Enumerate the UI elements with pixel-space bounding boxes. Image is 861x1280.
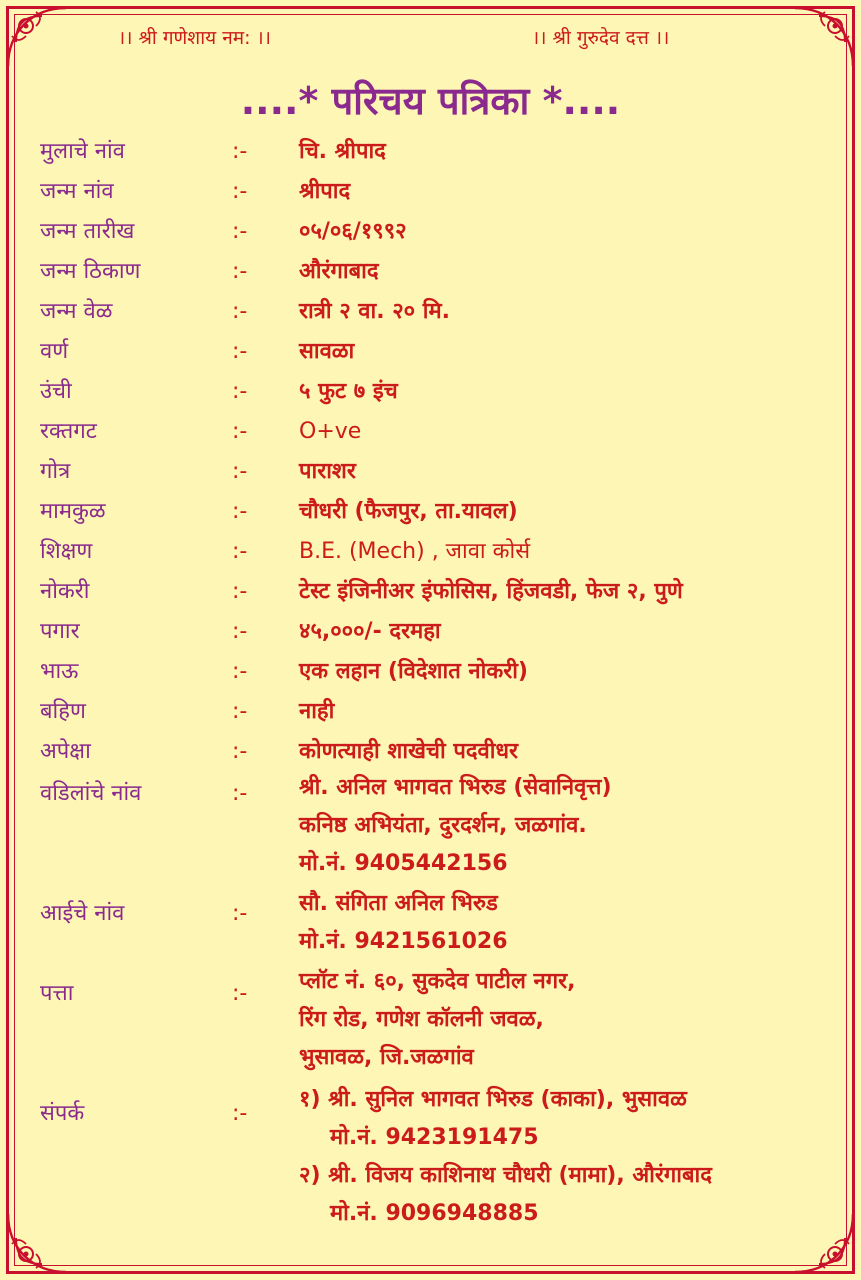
father-line: कनिष्ठ अभियंता, दुरदर्शन, जळगांव.: [299, 813, 587, 838]
field-label: उंची: [40, 379, 72, 404]
field-separator: :-: [232, 699, 248, 724]
contact-phone: मो.नं. 9423191475: [330, 1125, 539, 1150]
corner-ornament-icon: [789, 2, 859, 72]
field-value: B.E. (Mech) , जावा कोर्स: [299, 539, 531, 564]
field-label: नोकरी: [40, 579, 90, 604]
row-salary: [0, 612, 861, 652]
field-separator: :-: [232, 379, 248, 404]
contact-phone: मो.नं. 9096948885: [330, 1201, 539, 1226]
field-label: पगार: [40, 619, 80, 644]
field-value: ०५/०६/१९९२: [299, 219, 407, 244]
field-separator: :-: [232, 539, 248, 564]
field-label: आईचे नांव: [40, 901, 125, 926]
field-separator: :-: [232, 459, 248, 484]
contact-line: २) श्री. विजय काशिनाथ चौधरी (मामा), औरंगाबाद: [299, 1163, 712, 1188]
field-separator: :-: [232, 579, 248, 604]
row-boy-name: [0, 132, 861, 172]
address-line: प्लॉट नं. ६०, सुकदेव पाटील नगर,: [299, 969, 576, 994]
row-birth-date: [0, 212, 861, 252]
field-value: चि. श्रीपाद: [299, 139, 386, 164]
mother-phone: मो.नं. 9421561026: [299, 929, 508, 954]
row-birth-place: [0, 252, 861, 292]
field-value: ५ फुट ७ इंच: [299, 379, 398, 404]
field-label: भाऊ: [40, 659, 79, 684]
field-separator: :-: [232, 299, 248, 324]
page-title: ....* परिचय पत्रिका *....: [240, 79, 621, 123]
field-label: रक्तगट: [40, 419, 97, 444]
field-separator: :-: [232, 901, 248, 926]
field-separator: :-: [232, 659, 248, 684]
field-label: मामकुळ: [40, 499, 106, 524]
corner-ornament-icon: [789, 1208, 859, 1278]
row-sister: [0, 692, 861, 732]
field-separator: :-: [232, 419, 248, 444]
father-phone: मो.नं. 9405442156: [299, 851, 508, 876]
father-line: श्री. अनिल भागवत भिरुड (सेवानिवृत्त): [299, 775, 612, 800]
field-label: जन्म तारीख: [40, 219, 135, 244]
field-value: नाही: [299, 699, 335, 724]
row-birth-name: [0, 172, 861, 212]
field-separator: :-: [232, 1101, 248, 1126]
row-birth-time: [0, 292, 861, 332]
field-separator: :-: [232, 339, 248, 364]
field-separator: :-: [232, 499, 248, 524]
field-label: जन्म नांव: [40, 179, 114, 204]
field-separator: :-: [232, 619, 248, 644]
mother-line: सौ. संगिता अनिल भिरुड: [299, 891, 498, 916]
field-value: रात्री २ वा. २० मि.: [299, 299, 450, 324]
field-value: कोणत्याही शाखेची पदवीधर: [299, 739, 518, 764]
field-label: मुलाचे नांव: [40, 139, 125, 164]
field-separator: :-: [232, 781, 248, 806]
field-value: एक लहान (विदेशात नोकरी): [299, 659, 528, 684]
row-expectation: [0, 732, 861, 772]
field-separator: :-: [232, 739, 248, 764]
row-brother: [0, 652, 861, 692]
field-value: औरंगाबाद: [299, 259, 379, 284]
row-height: [0, 372, 861, 412]
field-value: चौधरी (फैजपुर, ता.यावल): [299, 499, 518, 524]
field-separator: :-: [232, 259, 248, 284]
field-label: अपेक्षा: [40, 739, 91, 764]
row-complexion: [0, 332, 861, 372]
row-maternal-family: [0, 492, 861, 532]
field-value: श्रीपाद: [299, 179, 351, 204]
field-label: बहिण: [40, 699, 86, 724]
field-value: ४५,०००/- दरमहा: [299, 619, 441, 644]
field-value: टेस्ट इंजिनीअर इंफोसिस, हिंजवडी, फेज २, पुणे: [299, 579, 683, 604]
blessing-ganesh: ।। श्री गणेशाय नम: ।।: [118, 27, 271, 49]
field-label: वर्ण: [40, 339, 69, 364]
field-separator: :-: [232, 219, 248, 244]
field-separator: :-: [232, 139, 248, 164]
contact-line: १) श्री. सुनिल भागवत भिरुड (काका), भुसावळ: [299, 1087, 687, 1112]
field-label: गोत्र: [40, 459, 71, 484]
address-line: रिंग रोड, गणेश कॉलनी जवळ,: [299, 1007, 544, 1032]
corner-ornament-icon: [2, 2, 72, 72]
field-label: संपर्क: [40, 1101, 85, 1126]
blessing-gurudev: ।। श्री गुरुदेव दत्त ।।: [532, 27, 670, 49]
row-education: [0, 532, 861, 572]
field-label: शिक्षण: [40, 539, 93, 564]
field-value: सावळा: [299, 339, 355, 364]
row-job: [0, 572, 861, 612]
field-label: वडिलांचे नांव: [40, 781, 142, 806]
field-separator: :-: [232, 179, 248, 204]
field-value: पाराशर: [299, 459, 356, 484]
row-blood-group: [0, 412, 861, 452]
field-label: जन्म ठिकाण: [40, 259, 141, 284]
row-gotra: [0, 452, 861, 492]
field-label: जन्म वेळ: [40, 299, 113, 324]
corner-ornament-icon: [2, 1208, 72, 1278]
address-line: भुसावळ, जि.जळगांव: [299, 1045, 474, 1070]
field-label: पत्ता: [40, 981, 74, 1006]
field-separator: :-: [232, 981, 248, 1006]
field-value: O+ve: [299, 419, 362, 444]
